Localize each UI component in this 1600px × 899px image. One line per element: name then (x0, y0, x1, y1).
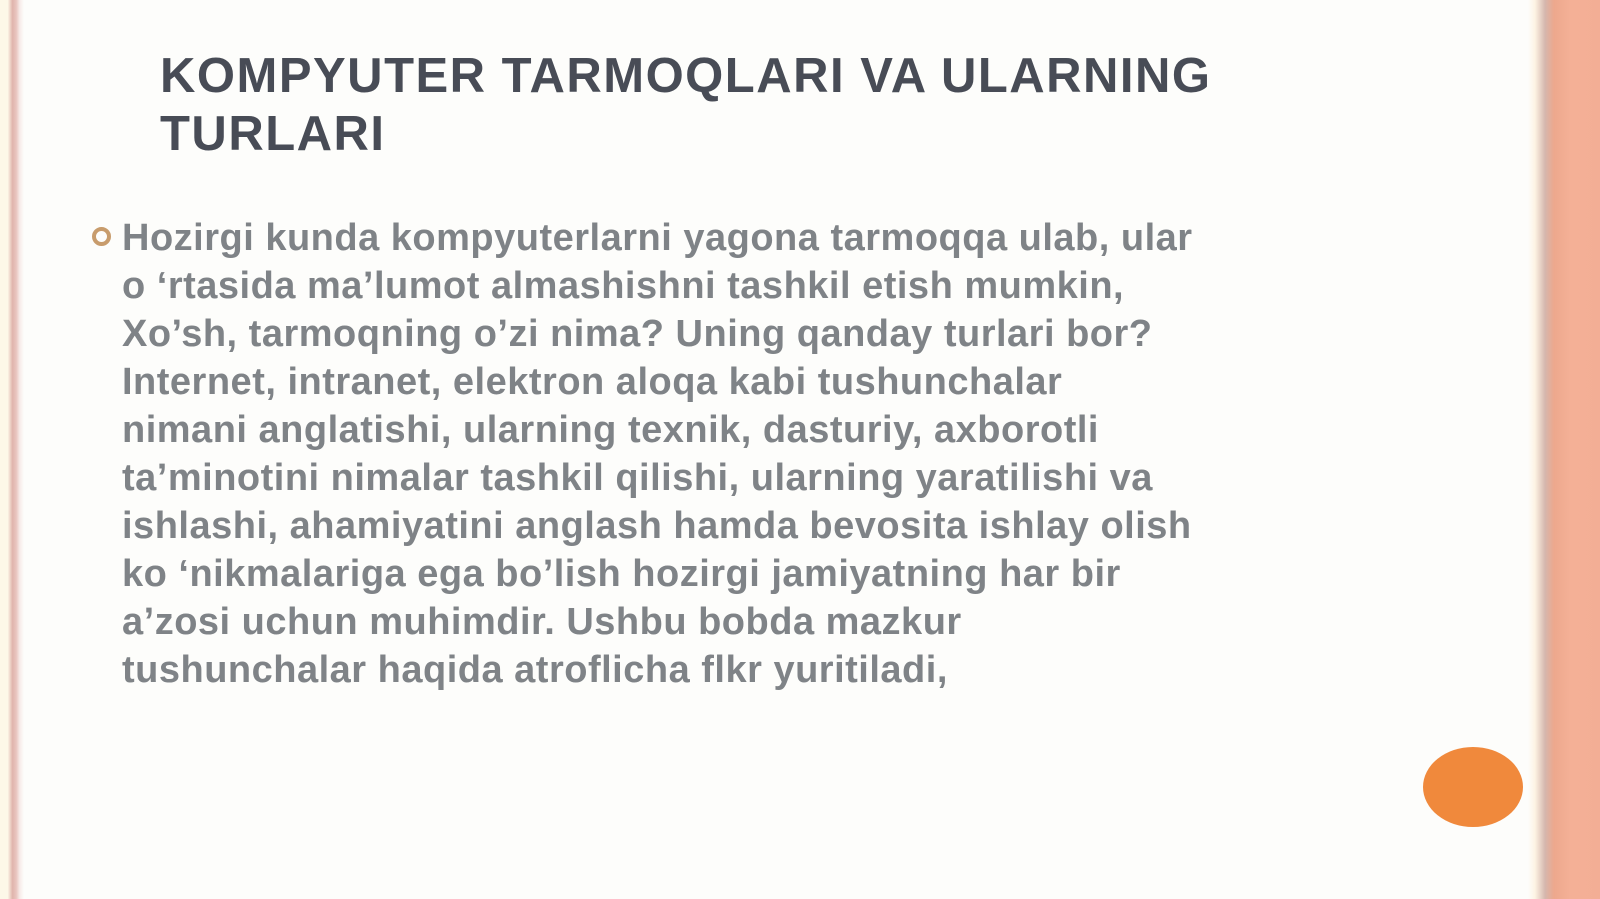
slide-title-line: KOMPYUTER TARMOQLARI VA ULARNING (160, 48, 1212, 103)
body-text-line: nimani anglatishi, ularning texnik, dasturiy, axborotli (122, 409, 1099, 451)
right-side-bar (1528, 0, 1600, 899)
body-paragraph (122, 214, 1193, 694)
body-text-line: Internet, intranet, elektron aloqa kabi tushunchalar (122, 361, 1063, 403)
body-text-line: Xo’sh, tarmoqning o’zi nima? Uning qanday turlari bor? (122, 313, 1153, 355)
body-text-line: a’zosi uchun muhimdir. Ushbu bobda mazkur (122, 601, 962, 643)
body-text-line: ta’minotini nimalar tashkil qilishi, ularning yaratilishi va (122, 457, 1153, 499)
slide-title-line: TURLARI (160, 106, 386, 161)
left-edge-line (0, 0, 24, 899)
orange-ellipse-decoration (1423, 747, 1523, 827)
bullet-ring-icon (92, 227, 111, 246)
body-text-line: ishlashi, ahamiyatini anglash hamda bevosita ishlay olish (122, 505, 1192, 547)
body-text-line: Hozirgi kunda kompyuterlarni yagona tarmoqqa ulab, ular (122, 217, 1193, 259)
slide-title (160, 47, 1212, 163)
body-text-line: tushunchalar haqida atroflicha flkr yuritiladi, (122, 649, 948, 691)
body-text-line: ko ‘nikmalariga ega bo’lish hozirgi jamiyatning har bir (122, 553, 1121, 595)
body-text-line: o ‘rtasida ma’lumot almashishni tashkil etish mumkin, (122, 265, 1125, 307)
slide-body (92, 214, 1193, 694)
